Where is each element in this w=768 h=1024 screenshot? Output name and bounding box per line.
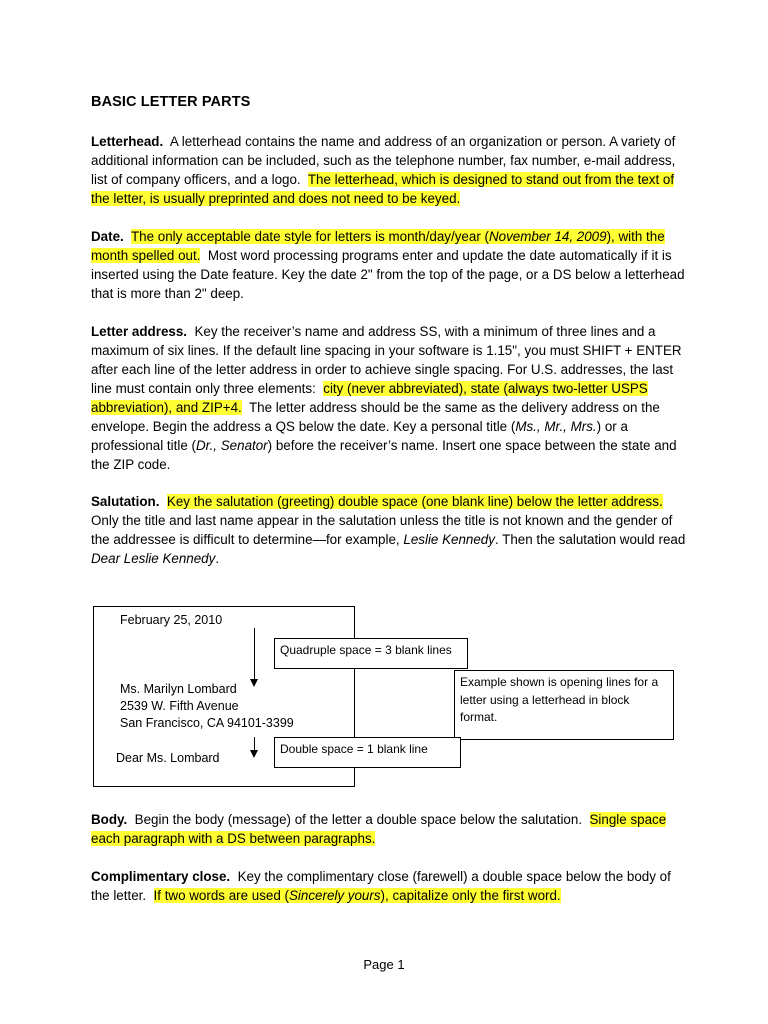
date-highlight-italic: November 14, 2009 bbox=[488, 229, 607, 244]
ds-arrow-line bbox=[254, 737, 255, 751]
letter-address-label: Letter address. bbox=[91, 324, 188, 339]
letter-address-highlight: city (never abbreviated), state (always two-letter USPS abbreviation), and ZIP+4. bbox=[91, 381, 648, 415]
close-highlight-italic: Sincerely yours bbox=[289, 888, 381, 903]
date-highlight-2: ), with the month spelled out. bbox=[91, 229, 665, 263]
letter-address-text-3: ) or a professional title ( bbox=[91, 419, 628, 453]
qs-arrow-line bbox=[254, 628, 255, 680]
ds-arrow-head-icon bbox=[250, 750, 258, 758]
body-text: Begin the body (message) of the letter a double space below the salutation. bbox=[134, 812, 583, 827]
page-title: BASIC LETTER PARTS bbox=[91, 94, 251, 110]
salutation-paragraph bbox=[91, 492, 691, 568]
close-paragraph bbox=[91, 867, 691, 905]
letter-address-paragraph bbox=[91, 322, 691, 474]
letter-address-text-4: ) before the receiver’s name. Insert one space between the state and the ZIP code. bbox=[91, 438, 677, 472]
salutation-label: Salutation. bbox=[91, 494, 160, 509]
salutation-highlight: Key the salutation (greeting) double space (one blank line) below the letter address. bbox=[166, 494, 663, 509]
example-address-line-2: 2539 W. Fifth Avenue bbox=[120, 699, 239, 713]
date-text: Most word processing programs enter and update the date automatically if it is inserted using the Date feature. Key the date 2" from the top of the page, or a DS below a letterhead that is more than 2" deep. bbox=[91, 248, 685, 301]
example-address-line-3: San Francisco, CA 94101-3399 bbox=[120, 716, 294, 730]
letterhead-highlight: The letterhead, which is designed to stand out from the text of the letter, is usually preprinted and does not need to be keyed. bbox=[91, 172, 675, 206]
salutation-italic-1: Leslie Kennedy bbox=[403, 532, 495, 547]
body-label: Body. bbox=[91, 812, 128, 827]
letterhead-label: Letterhead. bbox=[91, 134, 164, 149]
date-label: Date. bbox=[91, 229, 124, 244]
example-salutation: Dear Ms. Lombard bbox=[116, 751, 220, 765]
example-note-callout: Example shown is opening lines for a letter using a letterhead in block format. bbox=[454, 670, 674, 740]
close-label: Complimentary close. bbox=[91, 869, 231, 884]
salutation-text-3: . bbox=[215, 551, 220, 566]
date-highlight-1: The only acceptable date style for letters is month/day/year ( bbox=[130, 229, 489, 244]
letterhead-paragraph bbox=[91, 132, 691, 208]
body-paragraph bbox=[91, 810, 691, 848]
quadruple-space-callout: Quadruple space = 3 blank lines bbox=[274, 638, 468, 669]
letter-address-italic-1: Ms., Mr., Mrs. bbox=[515, 419, 597, 434]
date-paragraph bbox=[91, 227, 691, 303]
letter-address-italic-2: Dr., Senator bbox=[195, 438, 268, 453]
page-number: Page 1 bbox=[363, 957, 405, 972]
example-date: February 25, 2010 bbox=[120, 613, 223, 627]
salutation-text-2: . Then the salutation would read bbox=[494, 532, 686, 547]
close-highlight-1: If two words are used ( bbox=[153, 888, 289, 903]
salutation-text-1: Only the title and last name appear in the salutation unless the title is not known and the gender of the addressee is difficult to determine—for example, bbox=[91, 513, 673, 547]
salutation-italic-2: Dear Leslie Kennedy bbox=[91, 551, 216, 566]
qs-arrow-head-icon bbox=[250, 679, 258, 687]
close-highlight-2: ), capitalize only the first word. bbox=[380, 888, 561, 903]
example-address-line-1: Ms. Marilyn Lombard bbox=[120, 682, 237, 696]
letter-address-text-2: The letter address should be the same as the delivery address on the envelope. Begin the address a QS below the date. Key a personal title ( bbox=[91, 400, 660, 434]
letterhead-text: A letterhead contains the name and address of an organization or person. A variety of additional information can be included, such as the telephone number, fax number, e-mail address, list of company officers, and a logo. bbox=[91, 134, 676, 187]
body-highlight: Single space each paragraph with a DS between paragraphs. bbox=[91, 812, 667, 846]
close-text: Key the complimentary close (farewell) a double space below the body of the letter. bbox=[91, 869, 671, 903]
letter-address-text-1: Key the receiver’s name and address SS, with a minimum of three lines and a maximum of six lines. If the default line spacing in your software is 1.15", you must SHIFT + ENTER after each line of the letter address in order to achieve single spacing. For U.S. addresses, the last line must contain only three elements: bbox=[91, 324, 682, 396]
double-space-callout: Double space = 1 blank line bbox=[274, 737, 461, 768]
